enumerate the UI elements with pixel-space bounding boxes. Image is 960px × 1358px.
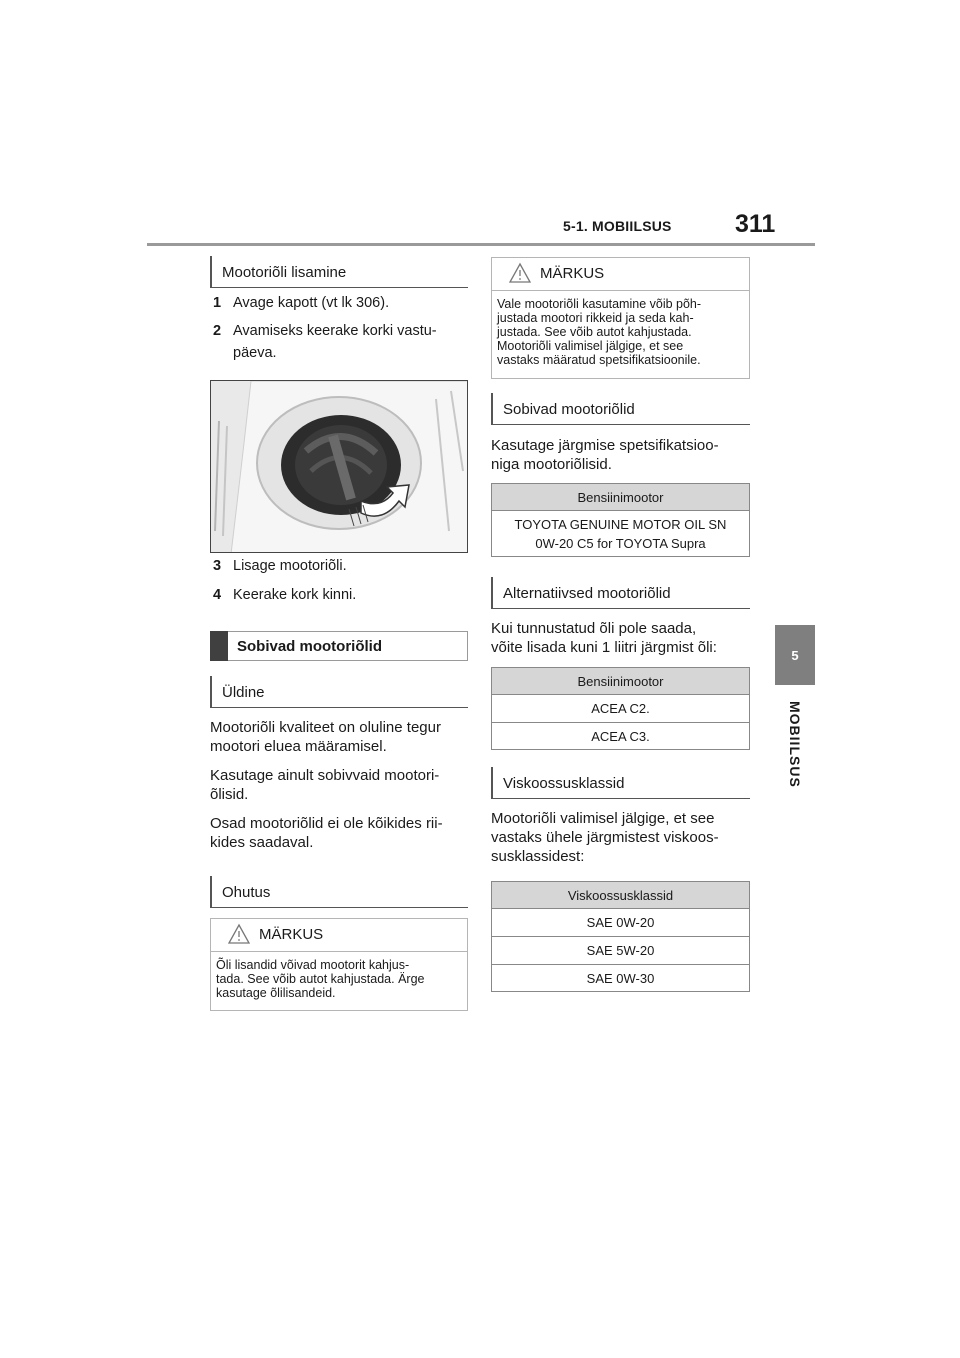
chapter-label: MOBIILSUS (787, 701, 803, 788)
step-2 (213, 323, 221, 339)
warning-triangle-icon (508, 262, 532, 284)
heading-alternative-oils-text: Alternatiivsed mootoriõlid (503, 584, 671, 602)
step-4 (213, 587, 221, 603)
notice-box-additives (210, 918, 468, 1011)
step-1-text: Avage kapott (vt lk 306). (233, 295, 390, 311)
step-4-text: Keerake kork kinni. (233, 587, 357, 603)
general-line: kides saadaval. (210, 834, 314, 851)
step-number: 4 (213, 587, 222, 603)
heading-suitable-oils-text: Sobivad mootoriõlid (503, 400, 635, 418)
table-viscosity-classes (491, 881, 750, 992)
notice-title: MÄRKUS (259, 926, 324, 943)
table-row (492, 511, 749, 557)
section-marker (210, 631, 228, 661)
notice-header (492, 258, 749, 291)
chapter-tab (775, 625, 815, 685)
notice-line: tada. See võib autot kahjustada. Ärge (216, 972, 425, 986)
heading-general (210, 676, 468, 708)
oil-cap-illustration (210, 380, 468, 553)
notice-line: Õli lisandid võivad mootorit kahjus- (216, 958, 410, 972)
step-number: 2 (213, 323, 222, 339)
suitable-line: Kasutage järgmise spetsifikatsioo- (491, 437, 719, 454)
heading-adding-oil (210, 256, 468, 288)
table-cell: 0W-20 C5 for TOYOTA Supra (535, 536, 706, 551)
section-title: 5-1. MOBIILSUS (563, 218, 672, 234)
viscosity-line: susklassidest: (491, 848, 585, 865)
step-2-text-cont: päeva. (233, 345, 277, 361)
notice-header (211, 919, 467, 952)
general-line: õlisid. (210, 786, 249, 803)
warning-triangle-icon (227, 923, 251, 945)
section-suitable-oils (210, 631, 468, 661)
table-header: Viskoossusklassid (492, 882, 749, 909)
step-number: 1 (213, 295, 222, 311)
chapter-number: 5 (791, 647, 799, 663)
alternative-line: võite lisada kuni 1 liitri järgmist õli: (491, 639, 717, 656)
general-line: Mootoriõli kvaliteet on oluline tegur (210, 719, 441, 736)
general-text (210, 718, 470, 852)
heading-general-text: Üldine (222, 683, 265, 701)
viscosity-text (491, 809, 753, 866)
suitable-line: niga mootoriõlisid. (491, 456, 612, 473)
alternative-line: Kui tunnustatud õli pole saada, (491, 620, 697, 637)
step-2-text: Avamiseks keerake korki vastu- (233, 323, 437, 339)
notice-line: Mootoriõli valimisel jälgige, et see (497, 339, 684, 353)
notice-line: kasutage õlilisandeid. (216, 986, 336, 1000)
viscosity-line: vastaks ühele järgmistest viskoos- (491, 829, 719, 846)
notice-body (211, 952, 467, 1000)
notice-line: Vale mootoriõli kasutamine võib põh- (497, 297, 702, 311)
page-number: 311 (735, 210, 776, 238)
heading-adding-oil-text: Mootoriõli lisamine (222, 263, 347, 281)
table-row: SAE 5W-20 (492, 937, 749, 965)
heading-safety-text: Ohutus (222, 883, 271, 901)
notice-title: MÄRKUS (540, 265, 605, 282)
heading-viscosity-classes (491, 767, 750, 799)
heading-suitable-oils (491, 393, 750, 425)
notice-line: justada. See võib autot kahjustada. (497, 325, 692, 339)
table-row: SAE 0W-20 (492, 909, 749, 937)
step-3-text: Lisage mootoriõli. (233, 558, 347, 574)
notice-line: vastaks määratud spetsifikatsioonile. (497, 353, 701, 367)
alternative-text (491, 619, 753, 657)
general-line: Osad mootoriõlid ei ole kõikides rii- (210, 815, 443, 832)
section-suitable-oils-text: Sobivad mootoriõlid (237, 637, 382, 655)
table-header: Bensiinimootor (492, 668, 749, 695)
table-cell: TOYOTA GENUINE MOTOR OIL SN (514, 517, 727, 532)
notice-body (492, 291, 749, 367)
table-row: SAE 0W-30 (586, 971, 655, 986)
suitable-text (491, 436, 753, 474)
general-line: mootori eluea määramisel. (210, 738, 387, 755)
step-1 (213, 295, 221, 311)
heading-safety (210, 876, 468, 908)
table-header: Bensiinimootor (492, 484, 749, 511)
header-rule (147, 243, 815, 246)
step-number: 3 (213, 558, 222, 574)
viscosity-line: Mootoriõli valimisel jälgige, et see (491, 810, 715, 827)
notice-line: justada mootori rikkeid ja seda kah- (497, 311, 694, 325)
oil-cap-drawing (211, 381, 468, 553)
step-3 (213, 558, 221, 574)
heading-alternative-oils (491, 577, 750, 609)
table-row: ACEA C3. (591, 729, 650, 744)
table-alternative-oils (491, 667, 750, 750)
notice-box-wrong-oil (491, 257, 750, 379)
heading-viscosity-classes-text: Viskoossusklassid (503, 774, 625, 792)
table-recommended-oil (491, 483, 750, 557)
table-row: ACEA C2. (492, 695, 749, 723)
general-line: Kasutage ainult sobivvaid mootori- (210, 767, 440, 784)
